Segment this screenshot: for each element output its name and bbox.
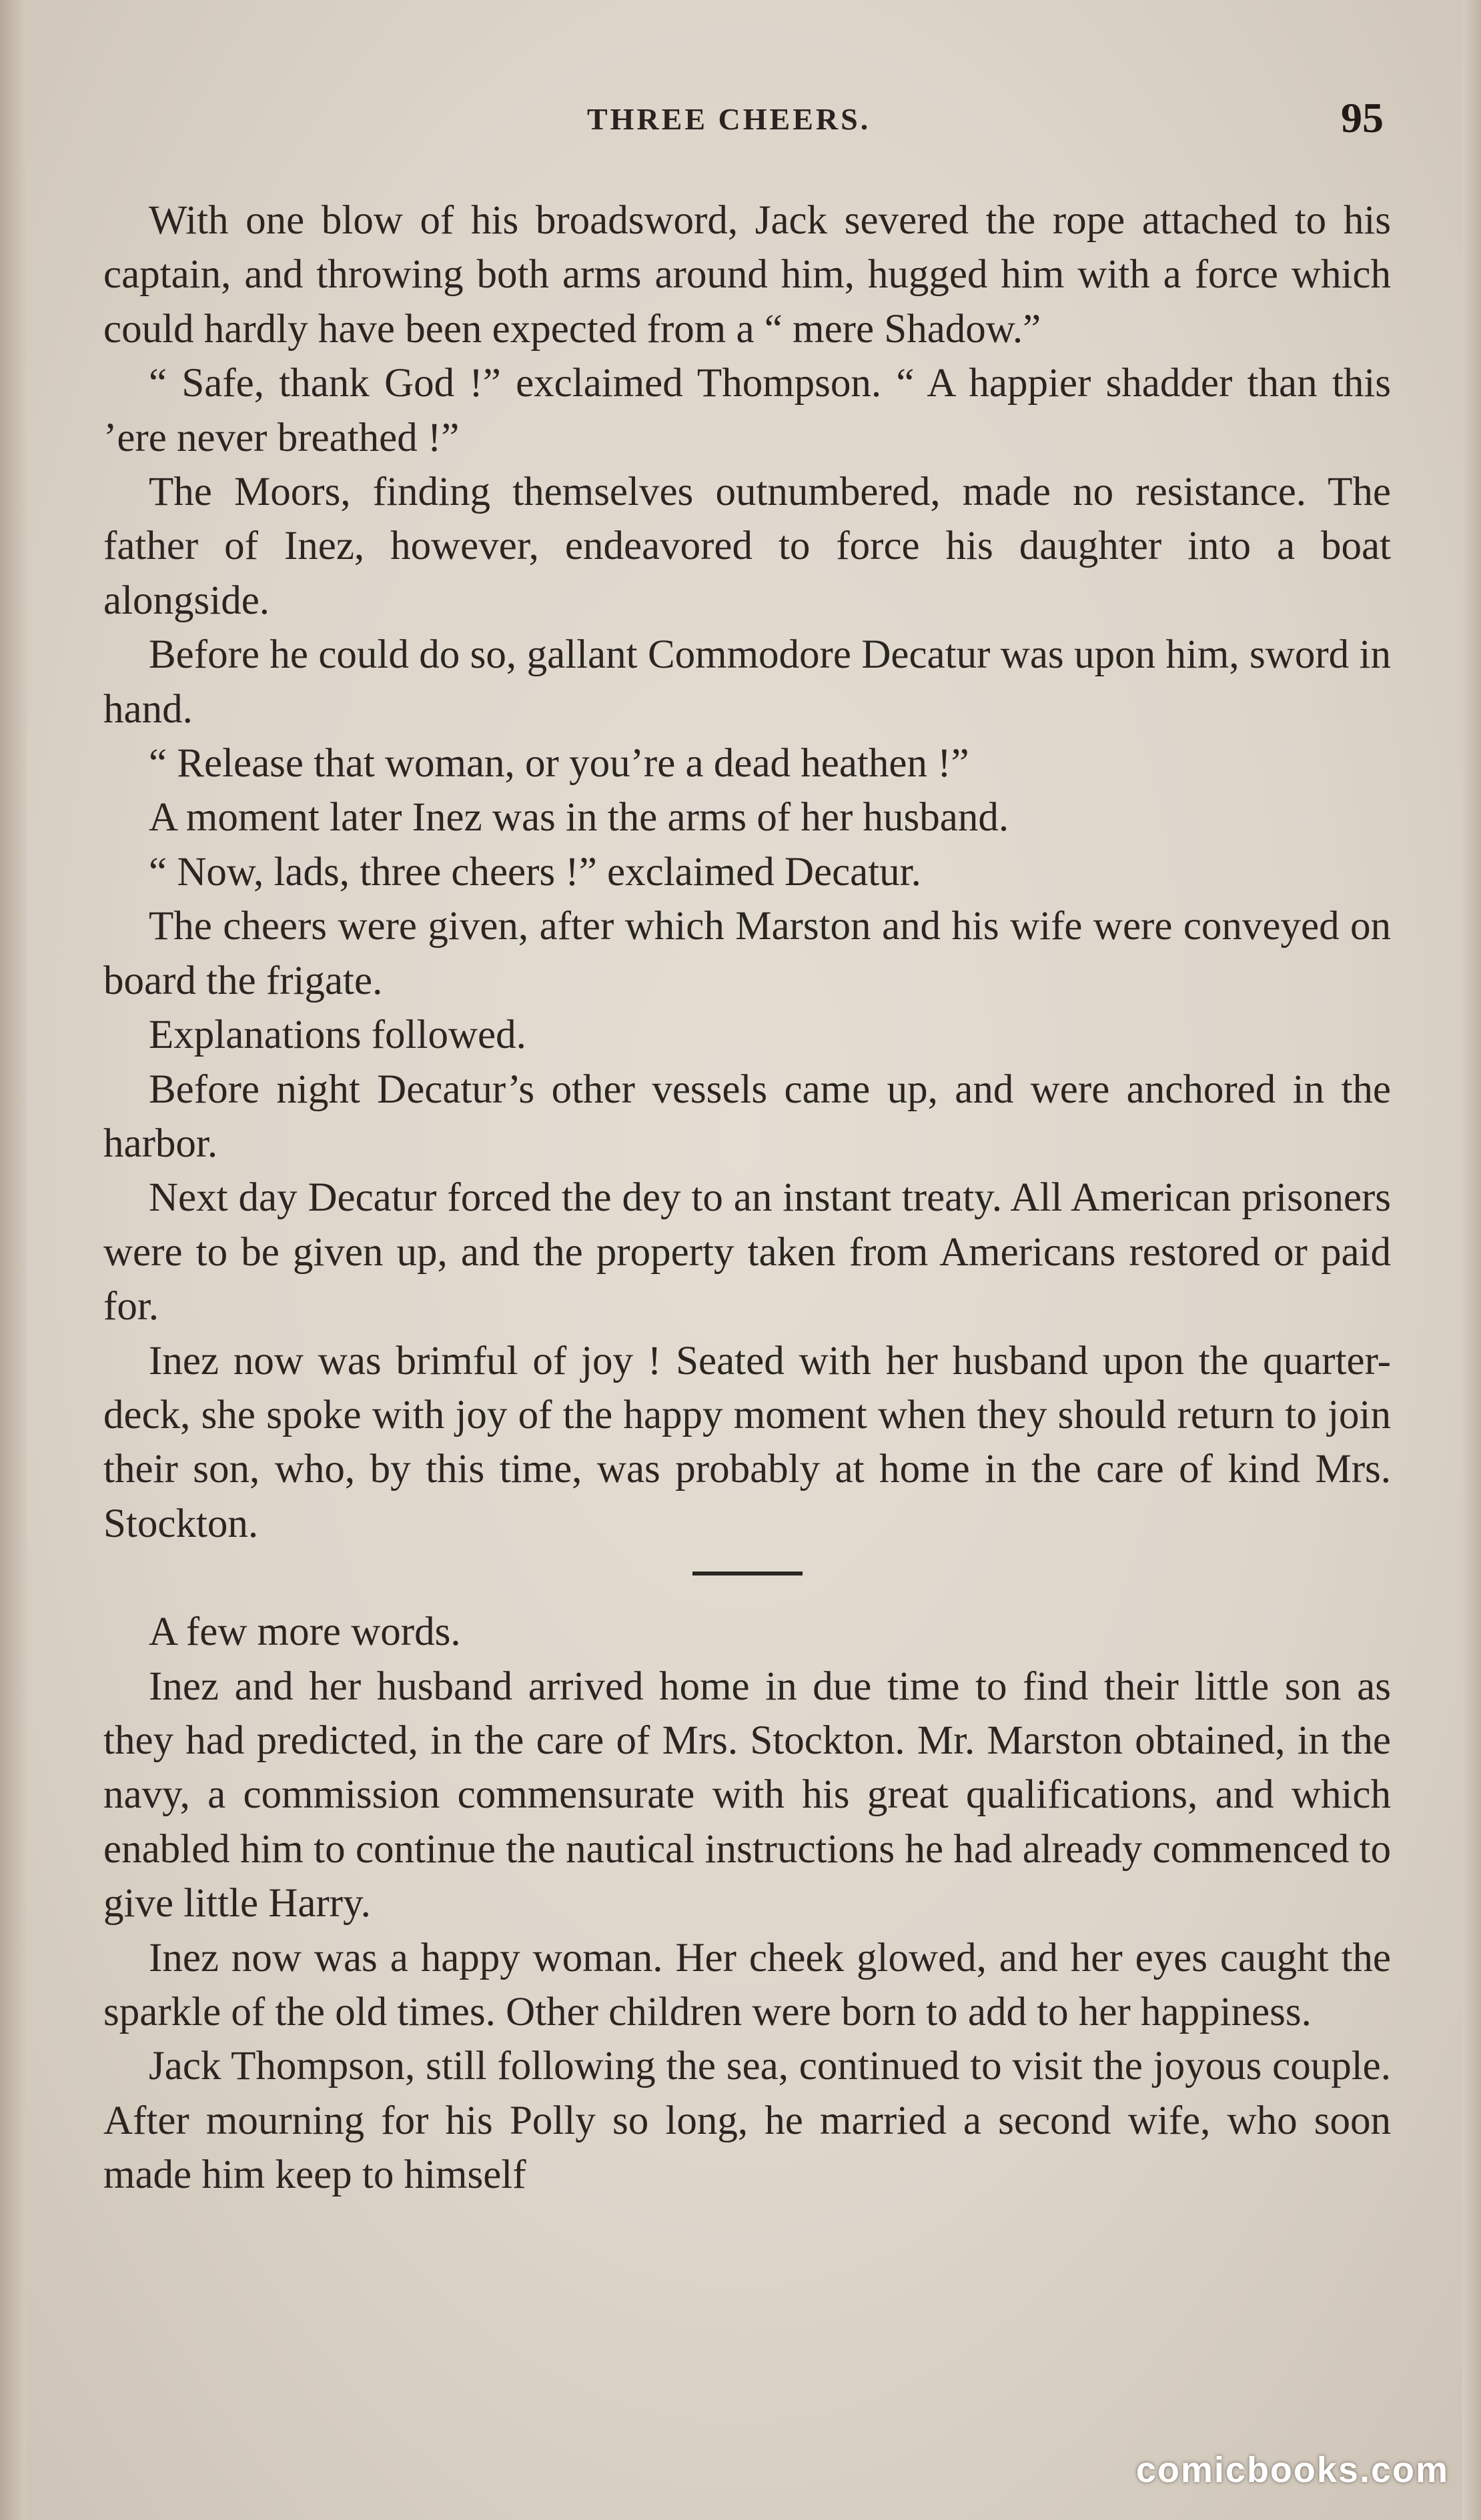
paragraph: The cheers were given, after which Marston and his wife were conveyed on board the frigate. xyxy=(103,904,1391,1003)
running-head: THREE CHEERS. xyxy=(587,102,871,136)
page-right-edge xyxy=(1462,0,1481,2520)
paragraph: The Moors, finding themselves outnumbered, made no resistance. The father of Inez, however, endeavored to force his daughter into a boat alongside. xyxy=(103,470,1391,623)
paragraph: Inez and her husband arrived home in due time to find their little son as they had predicted, in the care of Mrs. Stockton. Mr. Marston obtained, in the navy, a commission commensurate with his great qualifications, and which enabled him to continue the nautical instructions he had already commenced to give little Harry. xyxy=(103,1664,1391,1926)
paragraph: Before he could do so, gallant Commodore Decatur was upon him, sword in hand. xyxy=(103,632,1391,732)
paragraph: Jack Thompson, still following the sea, continued to visit the joyous couple. After mourning for his Polly so long, he married a second wife, who soon made him keep to himself xyxy=(103,2044,1391,2198)
paragraph: Before night Decatur’s other vessels came up, and were anchored in the harbor. xyxy=(103,1067,1391,1166)
body-text xyxy=(103,193,1391,2202)
paragraph: Next day Decatur forced the dey to an instant treaty. All American prisoners were to be given up, and the property taken from Americans restored or paid for. xyxy=(103,1175,1391,1329)
paragraph: A moment later Inez was in the arms of her husband. xyxy=(149,795,1009,840)
section-break-rule xyxy=(692,1571,803,1576)
page-number: 95 xyxy=(1341,94,1384,141)
paragraph: “ Safe, thank God !” exclaimed Thompson. “ A happier shadder than this ’ere never breathed !” xyxy=(103,361,1391,460)
paragraph: “ Release that woman, or you’re a dead heathen !” xyxy=(149,741,969,786)
page-left-edge xyxy=(0,0,27,2520)
paragraph: Inez now was a happy woman. Her cheek glowed, and her eyes caught the sparkle of the old times. Other children were born to add to her happiness. xyxy=(103,1935,1391,2034)
paragraph: Inez now was brimful of joy ! Seated with her husband upon the quarter-deck, she spoke with joy of the happy moment when they should return to join their son, who, by this time, was probably at home in the care of kind Mrs. Stockton. xyxy=(103,1338,1391,1546)
paragraph: “ Now, lads, three cheers !” exclaimed Decatur. xyxy=(149,849,921,894)
paragraph: A few more words. xyxy=(149,1610,461,1655)
paragraph: Explanations followed. xyxy=(149,1013,526,1058)
watermark: comicbooks.com xyxy=(1135,2450,1449,2490)
paragraph: With one blow of his broadsword, Jack severed the rope attached to his captain, and throwing both arms around him, hugged him with a force which could hardly have been expected from a “ mere Shadow.” xyxy=(103,198,1391,352)
